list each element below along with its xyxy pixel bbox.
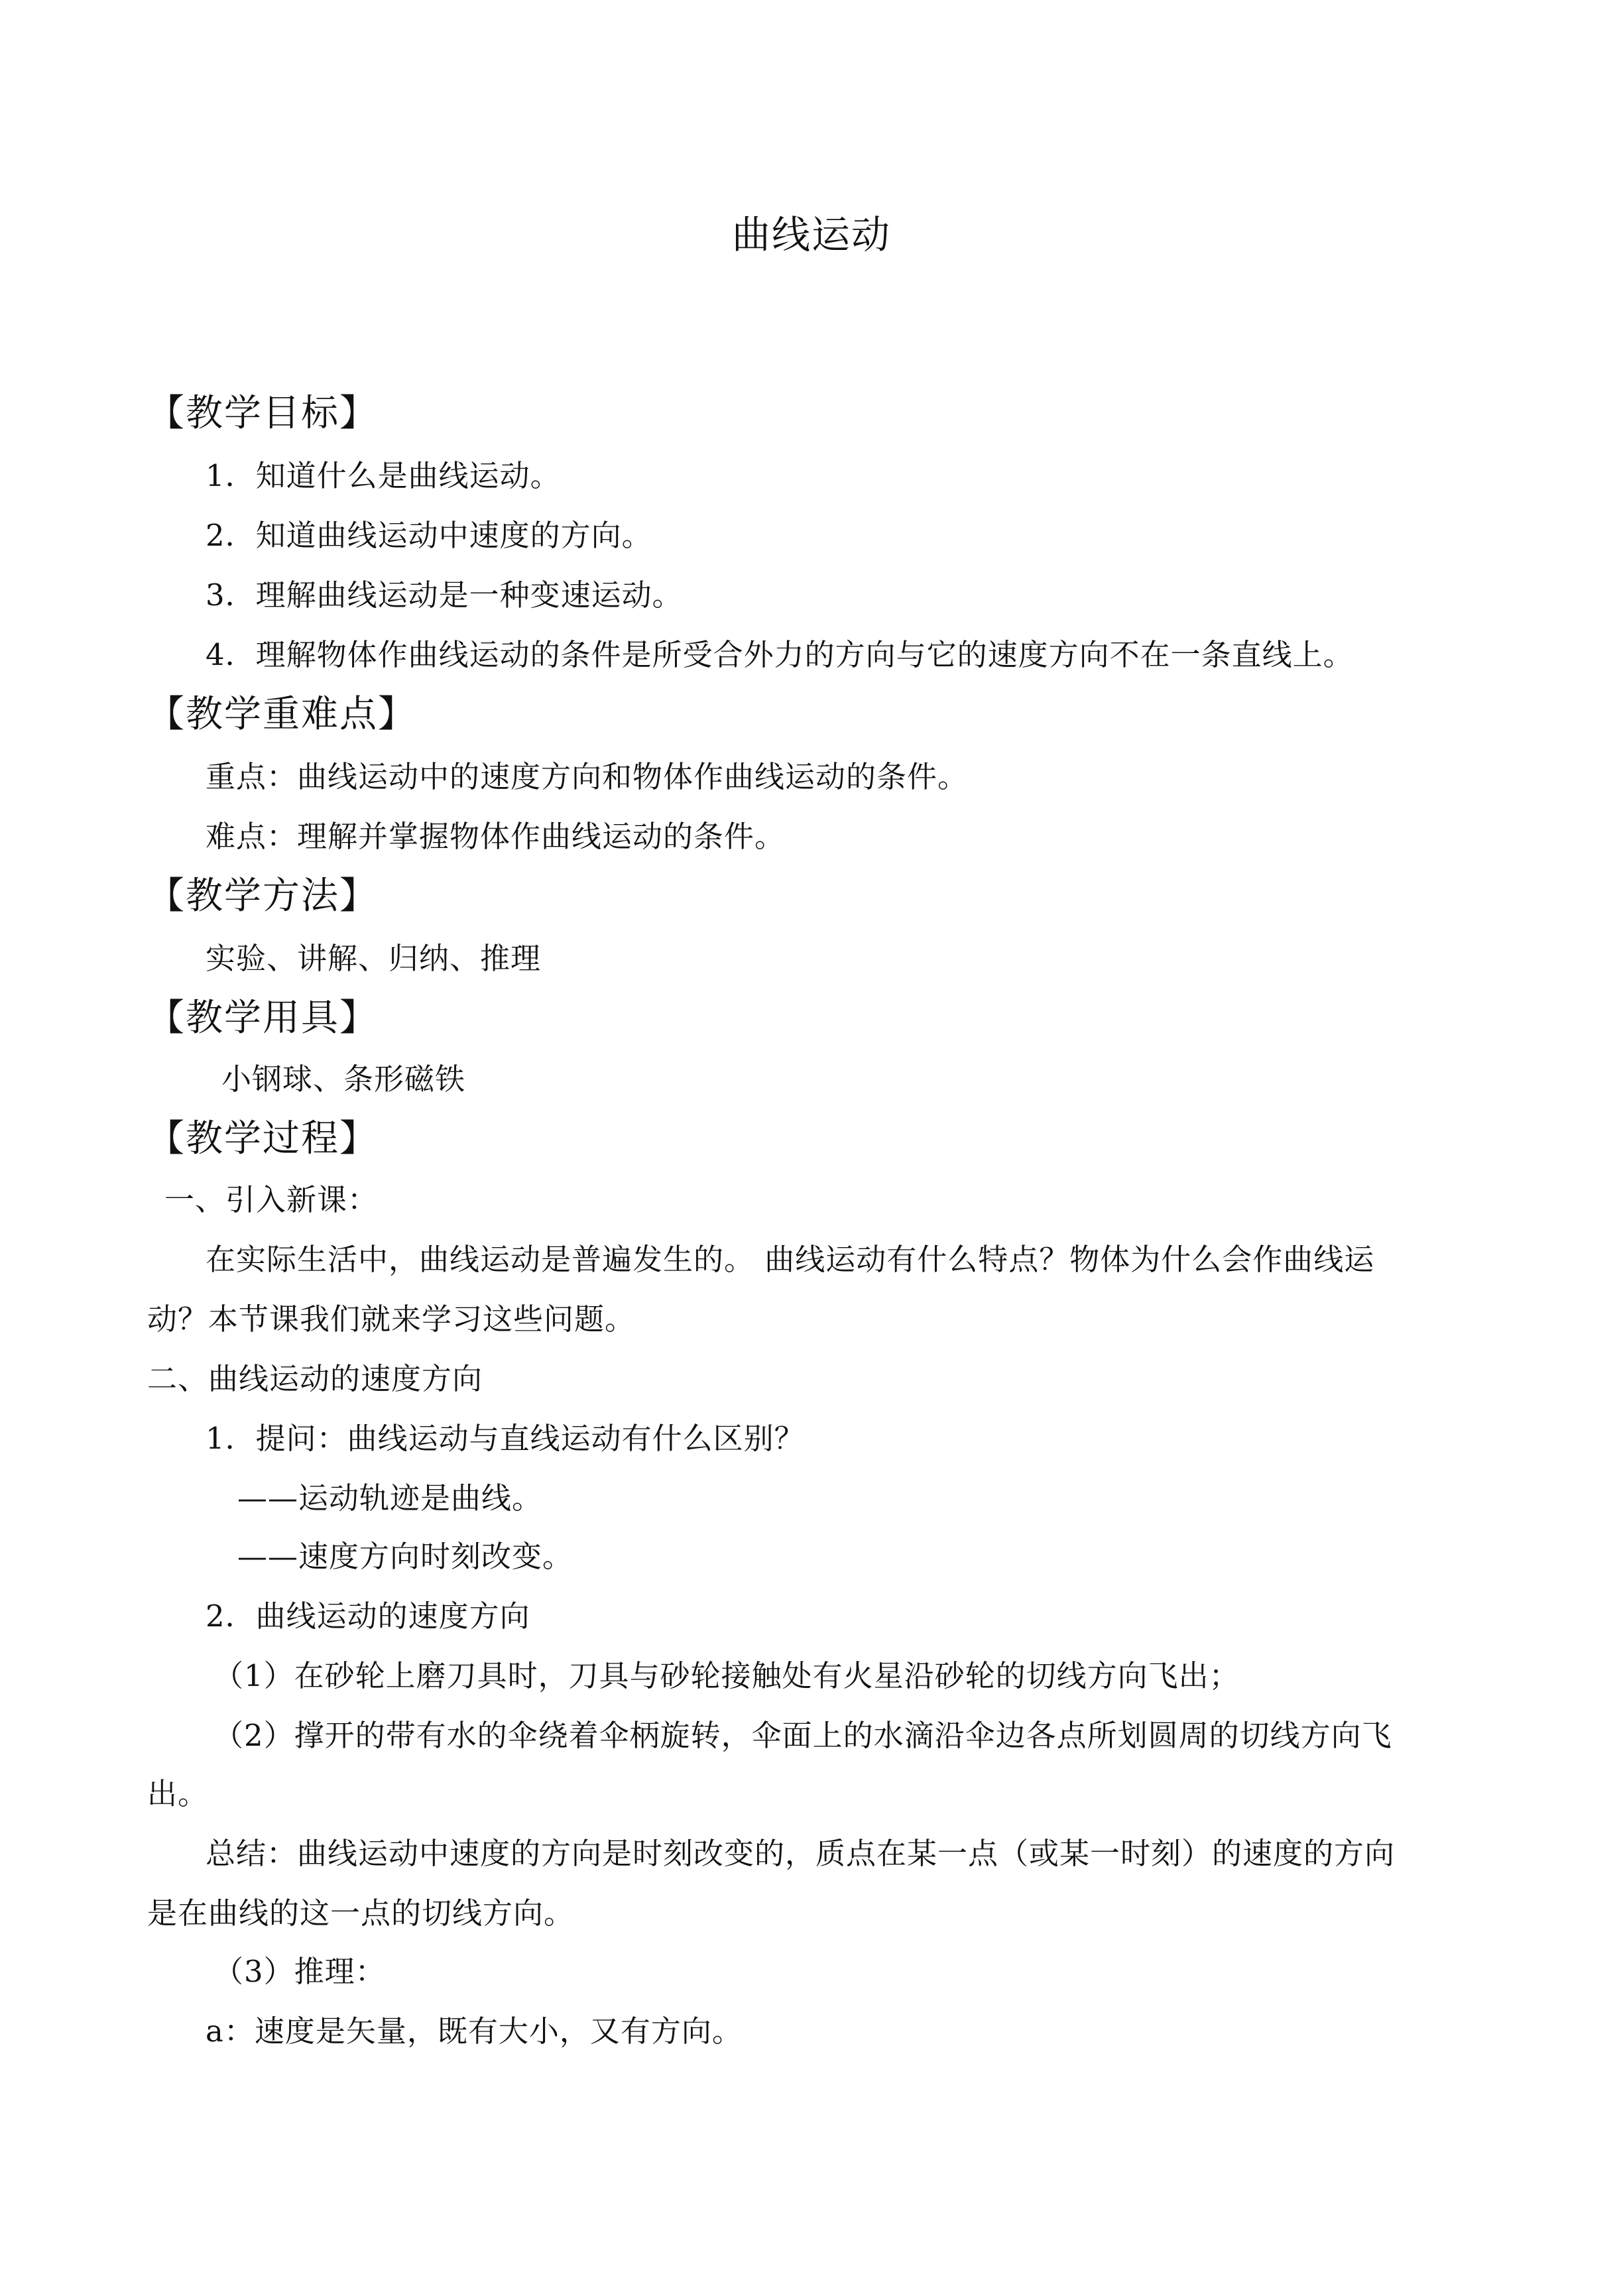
- intro-paragraph-line-2: 动？本节课我们就来学习这些问题。: [147, 1301, 636, 1337]
- example-1: （1）在砂轮上磨刀具时，刀具与砂轮接触处有火星沿砂轮的切线方向飞出；: [213, 1658, 1240, 1693]
- section-2-heading: 二、曲线运动的速度方向: [147, 1361, 483, 1396]
- process-heading: 【教学过程】: [147, 1117, 378, 1160]
- reasoning-a: a：速度是矢量，既有大小，又有方向。: [206, 2014, 743, 2049]
- page-title: 曲线运动: [731, 212, 891, 257]
- question-1: 1．提问：曲线运动与直线运动有什么区别？: [206, 1421, 805, 1456]
- objective-item-1: 1．知道什么是曲线运动。: [206, 458, 561, 493]
- objective-item-2: 2．知道曲线运动中速度的方向。: [206, 518, 652, 553]
- question-1-answer-2: ——速度方向时刻改变。: [237, 1539, 573, 1574]
- methods-heading: 【教学方法】: [147, 875, 378, 918]
- summary-line-2: 是在曲线的这一点的切线方向。: [147, 1896, 575, 1931]
- difficulty-text: 难点：理解并掌握物体作曲线运动的条件。: [206, 819, 786, 854]
- example-2-line-2: 出。: [147, 1776, 209, 1811]
- reasoning-heading: （3）推理：: [213, 1954, 386, 1989]
- objective-item-3: 3．理解曲线运动是一种变速运动。: [206, 577, 683, 613]
- example-2-line-1: （2）撑开的带有水的伞绕着伞柄旋转，伞面上的水滴沿伞边各点所划圆周的切线方向飞: [213, 1718, 1392, 1753]
- objectives-heading: 【教学目标】: [147, 392, 378, 435]
- intro-paragraph-line-1: 在实际生活中，曲线运动是普遍发生的。 曲线运动有什么特点？物体为什么会作曲线运: [206, 1242, 1375, 1277]
- question-2: 2．曲线运动的速度方向: [206, 1599, 530, 1634]
- summary-line-1: 总结：曲线运动中速度的方向是时刻改变的，质点在某一点（或某一时刻）的速度的方向: [206, 1836, 1396, 1871]
- key-points-heading: 【教学重难点】: [147, 693, 416, 736]
- focus-text: 重点：曲线运动中的速度方向和物体作曲线运动的条件。: [206, 759, 969, 794]
- methods-text: 实验、讲解、归纳、推理: [206, 941, 542, 976]
- objective-item-4: 4．理解物体作曲线运动的条件是所受合外力的方向与它的速度方向不在一条直线上。: [206, 637, 1354, 672]
- intro-heading: 一、引入新课：: [164, 1182, 379, 1217]
- tools-text: 小钢球、条形磁铁: [221, 1061, 466, 1097]
- tools-heading: 【教学用具】: [147, 997, 378, 1040]
- question-1-answer-1: ——运动轨迹是曲线。: [237, 1480, 543, 1516]
